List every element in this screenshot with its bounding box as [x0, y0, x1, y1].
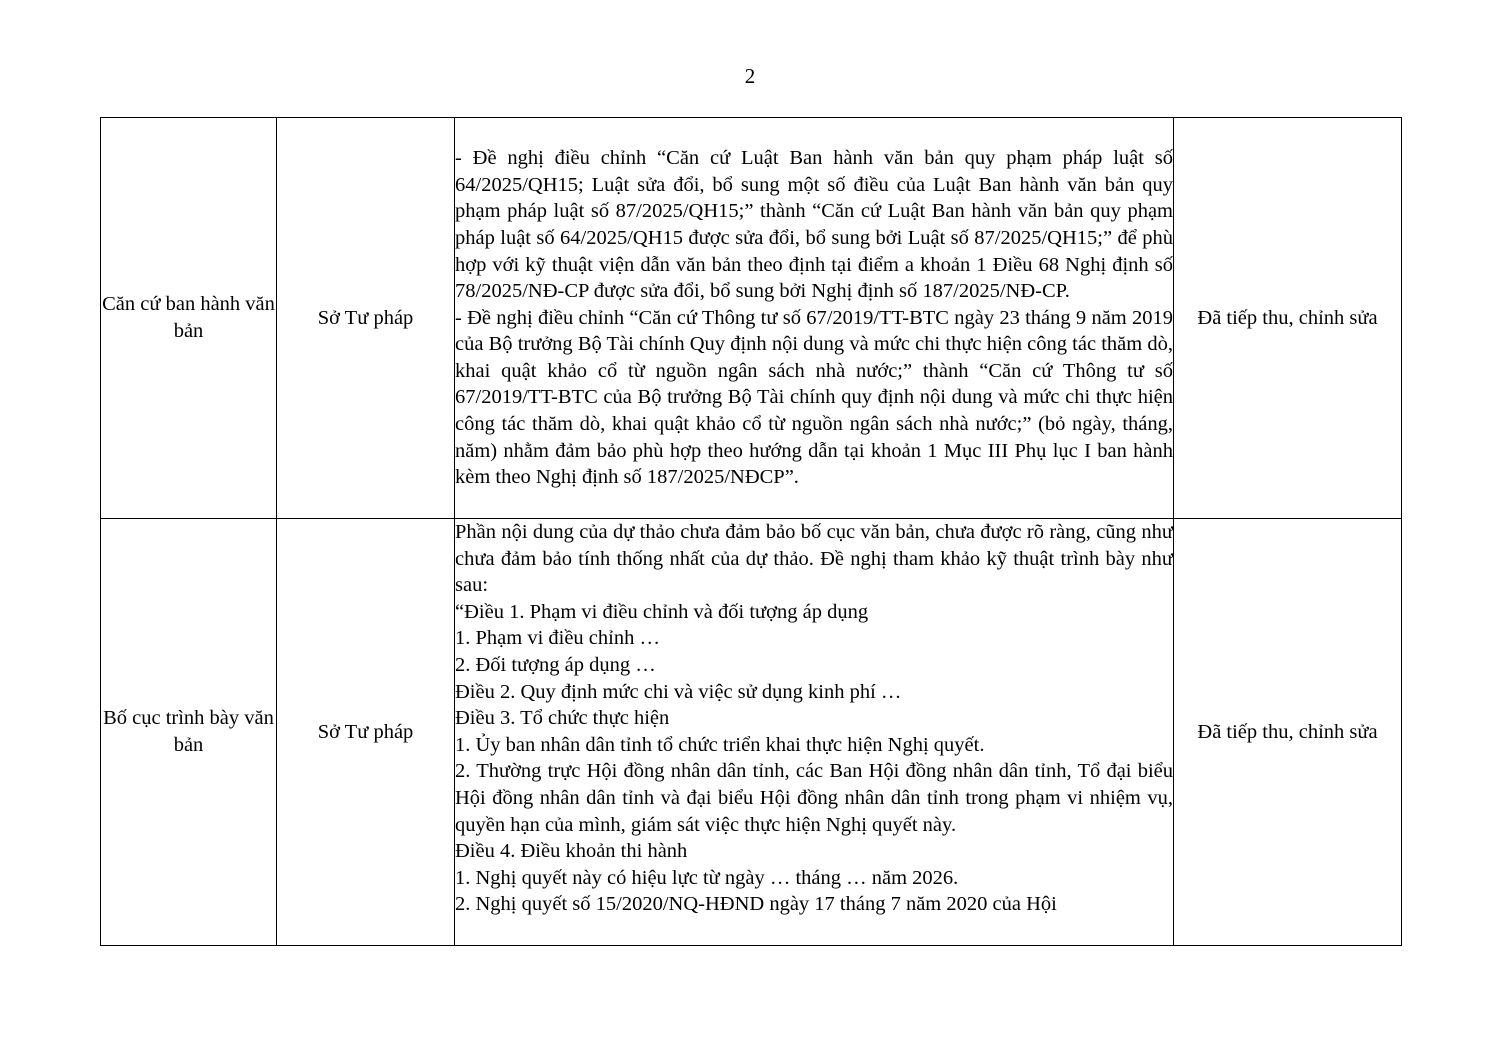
- content-line: 2. Nghị quyết số 15/2020/NQ-HĐND ngày 17 tháng 7 năm 2020 của Hội: [455, 893, 1057, 916]
- content-paragraph: 2. Thường trực Hội đồng nhân dân tỉnh, các Ban Hội đồng nhân dân tỉnh, Tổ đại biểu Hội đồng nhân dân tỉnh và đại biểu Hội đồng nhân dân tỉnh trong phạm vi nhiệm vụ, quyền hạn của mình, giám sát việc thực hiện Nghị quyết này.: [455, 760, 1173, 836]
- content-line: Điều 3. Tổ chức thực hiện: [455, 707, 670, 730]
- section-cell: [101, 519, 277, 946]
- content-block: [455, 519, 1173, 945]
- section-cell: [101, 118, 277, 519]
- section-label: Bố cục trình bày văn bản: [103, 707, 274, 756]
- content-paragraph: Phần nội dung của dự thảo chưa đảm bảo bố cục văn bản, chưa được rõ ràng, cũng như chưa đảm bảo tính thống nhất của dự thảo. Đề nghị tham khảo kỹ thuật trình bày như sau:: [455, 521, 1173, 597]
- page-number: 2: [744, 64, 756, 88]
- content-line: Điều 2. Quy định mức chi và việc sử dụng kinh phí …: [455, 680, 902, 703]
- table-row: [101, 519, 1402, 946]
- content-block: [455, 145, 1173, 491]
- section-label: Căn cứ ban hành văn bản: [102, 293, 275, 342]
- content-line: 1. Nghị quyết này có hiệu lực từ ngày … tháng … năm 2026.: [455, 866, 959, 889]
- content-line: “Điều 1. Phạm vi điều chỉnh và đối tượng áp dụng: [455, 600, 869, 623]
- result-cell: [1174, 519, 1402, 946]
- result-label: Đã tiếp thu, chỉnh sửa: [1197, 720, 1378, 743]
- content-line: 2. Đối tượng áp dụng …: [455, 653, 656, 676]
- content-cell: [455, 118, 1174, 519]
- content-cell: [455, 519, 1174, 946]
- table-row: [101, 118, 1402, 519]
- agency-label: Sở Tư pháp: [317, 720, 414, 743]
- result-cell: [1174, 118, 1402, 519]
- content-paragraph: - Đề nghị điều chỉnh “Căn cứ Luật Ban hành văn bản quy phạm pháp luật số 64/2025/QH15; Luật sửa đổi, bổ sung một số điều của Luật Ban hành văn bản quy phạm pháp luật số 87/2025/QH15;” thành “Căn cứ Luật Ban hành văn bản quy phạm pháp luật số 64/2025/QH15 được sửa đổi, bổ sung bởi Luật số 87/2025/QH15;” để phù hợp với kỹ thuật viện dẫn văn bản theo định tại điểm a khoản 1 Điều 68 Nghị định số 78/2025/NĐ-CP được sửa đổi, bổ sung bởi Nghị định số 187/2025/NĐ-CP.: [455, 147, 1173, 303]
- content-line: 1. Ủy ban nhân dân tỉnh tổ chức triển khai thực hiện Nghị quyết.: [455, 733, 985, 756]
- review-table: [100, 117, 1402, 946]
- agency-cell: [277, 118, 455, 519]
- content-line: 1. Phạm vi điều chỉnh …: [455, 627, 660, 650]
- content-paragraph: - Đề nghị điều chỉnh “Căn cứ Thông tư số 67/2019/TT-BTC ngày 23 tháng 9 năm 2019 của Bộ trưởng Bộ Tài chính Quy định nội dung và mức chi thực hiện công tác thăm dò, khai quật khảo cổ từ nguồn ngân sách nhà nước;” thành “Căn cứ Thông tư số 67/2019/TT-BTC của Bộ trưởng Bộ Tài chính quy định nội dung và mức chi thực hiện công tác thăm dò, khai quật khảo cổ từ nguồn ngân sách nhà nước;” (bỏ ngày, tháng, năm) nhằm đảm bảo phù hợp theo hướng dẫn tại khoản 1 Mục III Phụ lục I ban hành kèm theo Nghị định số 187/2025/NĐCP”.: [455, 306, 1173, 489]
- content-line: Điều 4. Điều khoản thi hành: [455, 840, 688, 863]
- agency-label: Sở Tư pháp: [317, 306, 414, 329]
- result-label: Đã tiếp thu, chỉnh sửa: [1197, 306, 1378, 329]
- agency-cell: [277, 519, 455, 946]
